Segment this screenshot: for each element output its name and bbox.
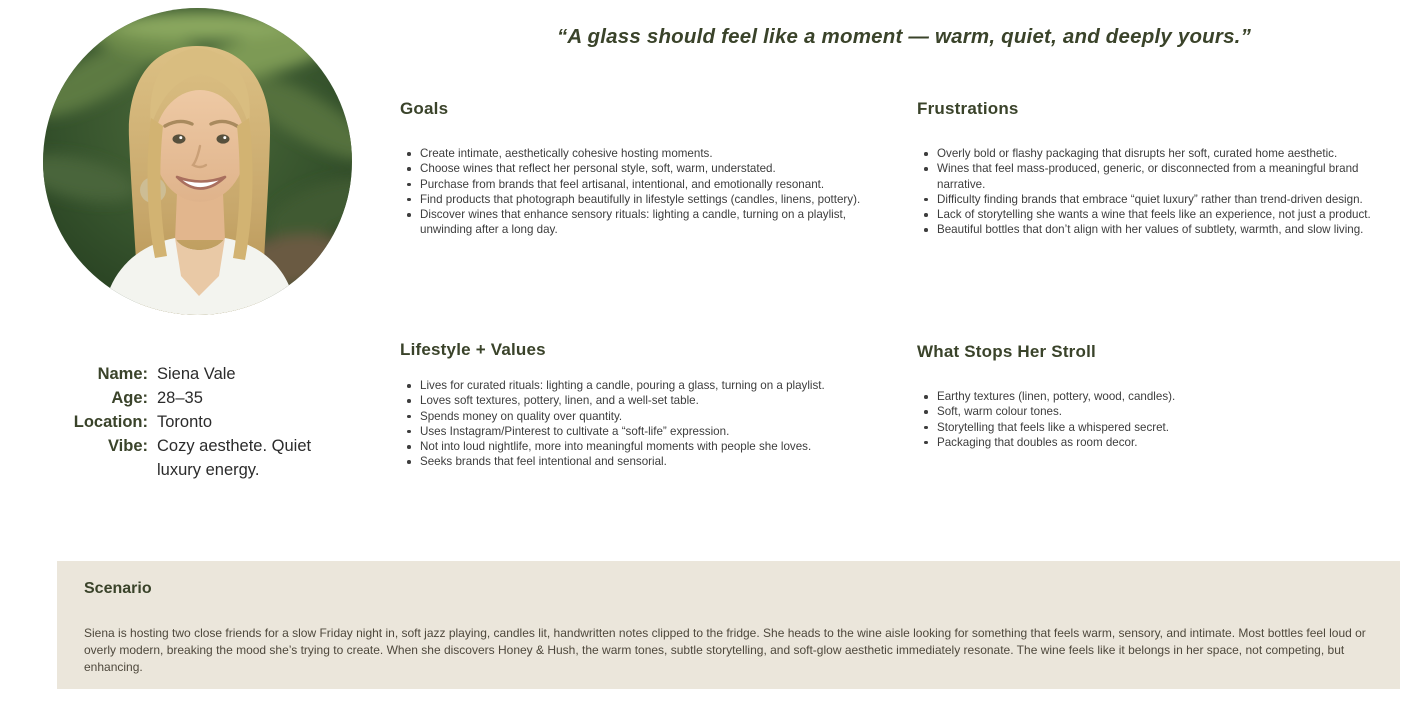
list-item: Find products that photograph beautifully in lifestyle settings (candles, linens, pottery). [400,192,873,207]
section-goals-list [400,146,873,238]
list-item: Wines that feel mass-produced, generic, or disconnected from a meaningful brand narrative. [917,161,1399,192]
list-item: Lives for curated rituals: lighting a candle, pouring a glass, turning on a playlist. [400,378,873,393]
list-item: Seeks brands that feel intentional and sensorial. [400,454,873,469]
profile-field-label: Location: [73,413,148,431]
profile-field-value: Cozy aesthete. Quiet luxury energy. [157,437,312,479]
scenario-body: Siena is hosting two close friends for a slow Friday night in, soft jazz playing, candles lit, handwritten notes clipped to the fridge. She heads to the wine aisle looking for something that feels warm, sensory, and intimate. Most bottles feel loud or overly modern, breaking the mood she’s trying to create. When she discovers Honey & Hush, the warm tones, subtle storytelling, and soft-glow aesthetic immediately resonate. The wine feels like it belongs in her space, not competing, but enhancing. [84,626,1366,674]
list-item: Beautiful bottles that don’t align with her values of subtlety, warmth, and slow living. [917,222,1399,237]
profile-field-value: Toronto [157,413,213,431]
persona-photo [43,8,352,315]
list-item: Discover wines that enhance sensory rituals: lighting a candle, turning on a playlist, unwinding after a long day. [400,207,873,238]
profile-field-label: Vibe: [107,437,148,455]
section-lifestyle-values [400,340,873,470]
list-item: Not into loud nightlife, more into meaningful moments with people she loves. [400,439,873,454]
section-frustrations [917,99,1399,238]
section-lifestyle-values-title: Lifestyle + Values [400,340,546,359]
section-goals [400,99,873,238]
list-item: Purchase from brands that feel artisanal, intentional, and emotionally resonant. [400,177,873,192]
list-item: Loves soft textures, pottery, linen, and a well-set table. [400,393,873,408]
section-what-stops-her-stroll-list [917,389,1399,450]
section-lifestyle-values-list [400,378,873,470]
profile-field-value: Siena Vale [157,365,236,383]
profile-field-label: Age: [111,389,148,407]
scenario-panel [57,561,1400,689]
list-item: Storytelling that feels like a whispered secret. [917,420,1399,435]
woman-portrait-photo-icon [43,8,352,315]
section-what-stops-her-stroll-title: What Stops Her Stroll [917,342,1096,361]
profile-field-row [56,386,356,410]
section-what-stops-her-stroll [917,342,1399,450]
list-item: Create intimate, aesthetically cohesive hosting moments. [400,146,873,161]
profile-field-label: Name: [97,365,148,383]
profile-field-value: 28–35 [157,389,203,407]
section-frustrations-title: Frustrations [917,99,1019,118]
profile-field-row [56,434,356,482]
list-item: Soft, warm colour tones. [917,404,1399,419]
profile-field-row [56,410,356,434]
list-item: Earthy textures (linen, pottery, wood, candles). [917,389,1399,404]
section-frustrations-list [917,146,1399,238]
profile-info [56,362,356,482]
list-item: Uses Instagram/Pinterest to cultivate a “soft-life” expression. [400,424,873,439]
profile-field-row [56,362,356,386]
scenario-title: Scenario [84,580,152,597]
list-item: Difficulty finding brands that embrace “quiet luxury” rather than trend-driven design. [917,192,1399,207]
list-item: Packaging that doubles as room decor. [917,435,1399,450]
list-item: Lack of storytelling she wants a wine that feels like an experience, not just a product. [917,207,1399,222]
persona-quote: “A glass should feel like a moment — warm, quiet, and deeply yours.” [556,25,1252,48]
section-goals-title: Goals [400,99,449,118]
list-item: Choose wines that reflect her personal style, soft, warm, understated. [400,161,873,176]
list-item: Overly bold or flashy packaging that disrupts her soft, curated home aesthetic. [917,146,1399,161]
list-item: Spends money on quality over quantity. [400,409,873,424]
